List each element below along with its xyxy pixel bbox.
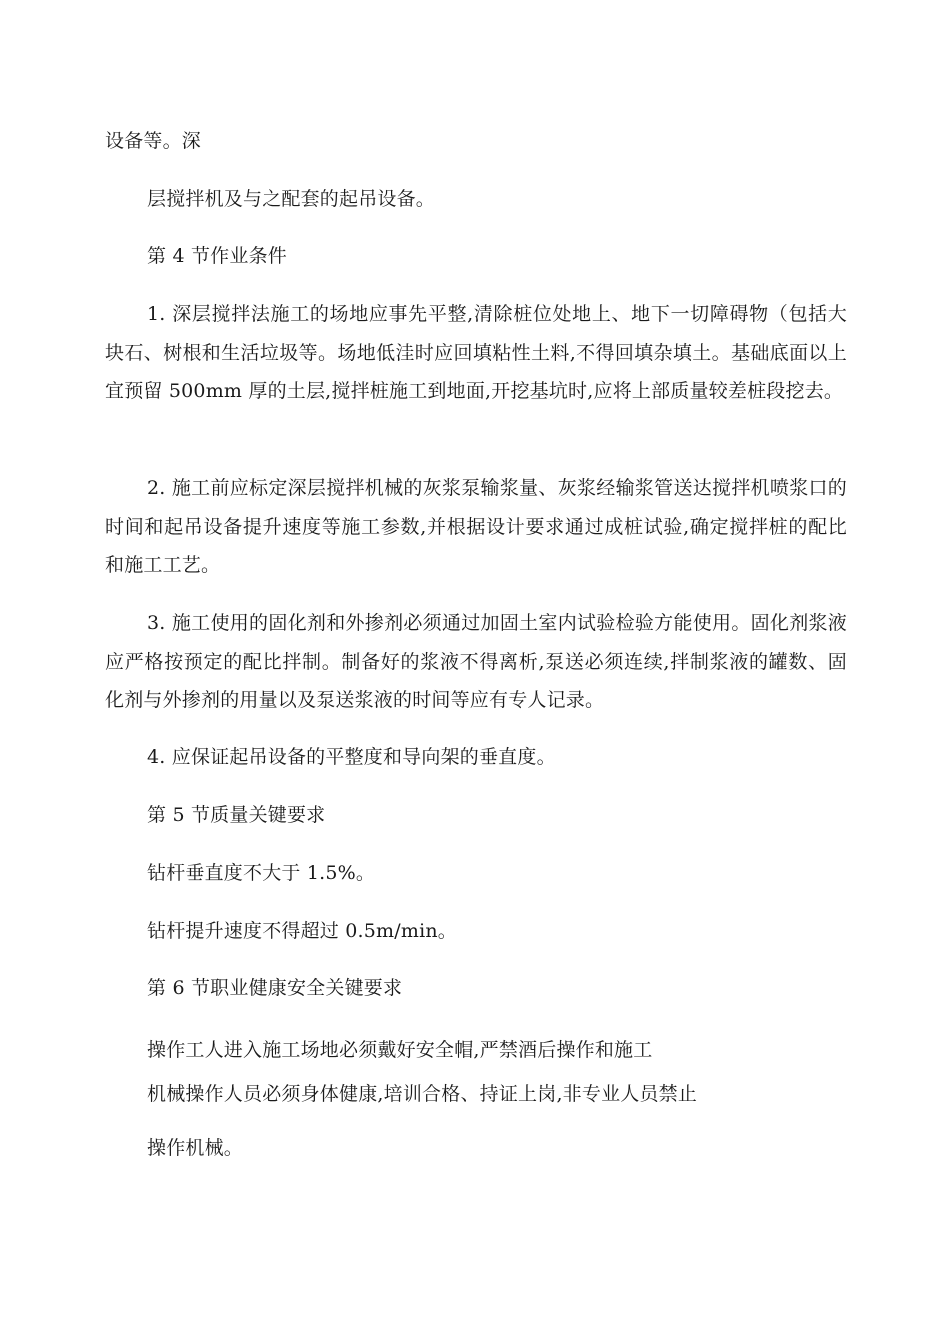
section-6-heading: 第 6 节职业健康安全关键要求 (147, 977, 403, 999)
text-line: 设备等。深 (105, 130, 202, 152)
safety-requirement: 机械操作人员必须身体健康,培训合格、持证上岗,非专业人员禁止 (147, 1083, 698, 1105)
paragraph-item-3: 3. 施工使用的固化剂和外掺剂必须通过加固土室内试验检验方能使用。固化剂浆液应严格按预定的配比拌制。制备好的浆液不得离析,泵送必须连续,拌制浆液的罐数、固化剂与外掺剂的用量以及泵送浆液的时间等应有专人记录。 (105, 612, 847, 711)
safety-requirement: 操作工人进入施工场地必须戴好安全帽,严禁酒后操作和施工 (147, 1039, 653, 1061)
text-line: 层搅拌机及与之配套的起吊设备。 (147, 188, 436, 210)
section-5-heading: 第 5 节质量关键要求 (147, 804, 326, 826)
quality-requirement: 钻杆垂直度不大于 1.5%。 (147, 862, 376, 884)
section-4-heading: 第 4 节作业条件 (147, 245, 287, 267)
quality-requirement: 钻杆提升速度不得超过 0.5m/min。 (147, 920, 458, 942)
paragraph-item-2: 2. 施工前应标定深层搅拌机械的灰浆泵输浆量、灰浆经输浆管送达搅拌机喷浆口的时间和起吊设备提升速度等施工参数,并根据设计要求通过成桩试验,确定搅拌桩的配比和施工工艺。 (105, 477, 847, 576)
paragraph-item-4: 4. 应保证起吊设备的平整度和导向架的垂直度。 (147, 746, 556, 768)
safety-requirement: 操作机械。 (147, 1137, 244, 1159)
paragraph-item-1: 1. 深层搅拌法施工的场地应事先平整,清除桩位处地上、地下一切障碍物（包括大块石、树根和生活垃圾等。场地低洼时应回填粘性土料,不得回填杂填土。基础底面以上宜预留 500mm 厚的土层,搅拌桩施工到地面,开挖基坑时,应将上部质量较差桩段挖去。 (105, 303, 847, 402)
